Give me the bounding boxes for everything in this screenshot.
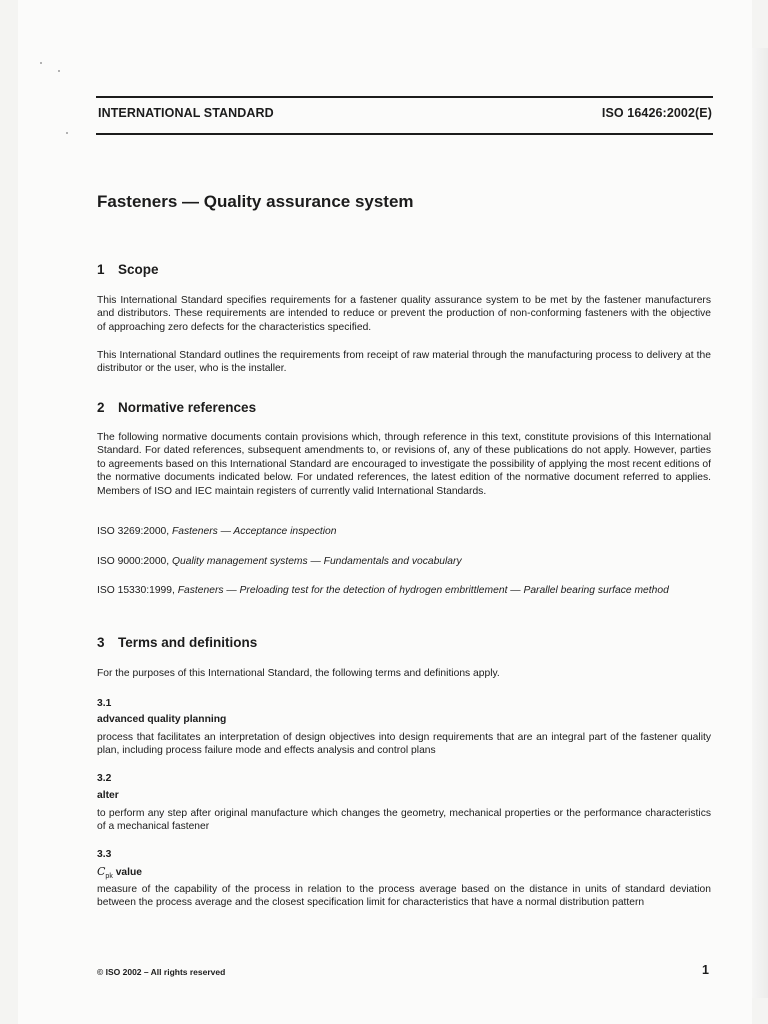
document-title: Fasteners — Quality assurance system <box>97 192 414 211</box>
scope-paragraph: This International Standard specifies requirements for a fastener quality assurance system to be met by the fastener manufacturers and distributors. These requirements are intended to reduce or prevent the production of non-conforming fasteners with the objective of approaching zero defects for the characteristics specified. <box>97 295 711 333</box>
section-title: Normative references <box>118 400 257 415</box>
reference-title: Fasteners — Preloading test for the detection of hydrogen embrittlement — Parallel bearing surface method <box>177 585 669 596</box>
section-number: 1 <box>97 262 105 277</box>
header-document-type: INTERNATIONAL STANDARD <box>98 106 274 120</box>
page-number: 1 <box>702 963 709 977</box>
term-number: 3.1 <box>97 698 112 709</box>
copyright-notice: © ISO 2002 – All rights reserved <box>97 967 226 977</box>
section-title: Scope <box>118 262 159 277</box>
term-symbol-subscript: pk <box>105 873 113 881</box>
scan-speck <box>66 132 68 134</box>
page-edge-shadow <box>752 48 768 998</box>
reference-item <box>97 584 711 597</box>
term-symbol: C <box>97 865 106 878</box>
section-number: 3 <box>97 635 105 650</box>
scan-speck <box>58 70 60 72</box>
header-standard-number: ISO 16426:2002(E) <box>601 106 712 120</box>
term-name: alter <box>97 790 119 801</box>
term-name-rest: value <box>115 867 143 878</box>
reference-title: Quality management systems — Fundamentals and vocabulary <box>172 556 462 567</box>
reference-code: ISO 9000:2000, <box>97 556 170 567</box>
section-heading-terms-and-definitions <box>97 635 257 650</box>
reference-code: ISO 15330:1999, <box>97 585 175 596</box>
term-definition: to perform any step after original manufacture which changes the geometry, mechanical properties or the performance characteristics of a mechanical fastener <box>97 808 711 833</box>
term-definition: process that facilitates an interpretation of design objectives into design requirements that are an integral part of the fastener quality plan, including process failure mode and effects analysis and control plans <box>97 732 711 757</box>
terms-intro-paragraph: For the purposes of this International Standard, the following terms and definitions apply. <box>97 668 500 679</box>
reference-code: ISO 3269:2000, <box>97 526 170 537</box>
term-name: advanced quality planning <box>97 714 227 725</box>
term-number: 3.3 <box>97 849 112 860</box>
section-heading-normative-references <box>97 400 256 415</box>
document-header <box>96 96 713 135</box>
reference-item <box>97 555 711 568</box>
reference-title: Fasteners — Acceptance inspection <box>172 526 337 537</box>
normative-references-paragraph: The following normative documents contain provisions which, through reference in this text, constitute provisions of this International Standard. For dated references, subsequent amendments to, or revisions of, any of these publications do not apply. However, parties to agreements based on this International Standard are encouraged to investigate the possibility of applying the most recent editions of the normative documents indicated below. For undated references, the latest edition of the normative document referred to applies. Members of ISO and IEC maintain registers of currently valid International Standards. <box>97 432 711 497</box>
term-number: 3.2 <box>97 773 112 784</box>
term-definition: measure of the capability of the process in relation to the process average based on the distance in units of standard deviation between the process average and the closest specification limit for characteristics that have a normal distribution pattern <box>97 884 711 909</box>
section-number: 2 <box>97 400 105 415</box>
section-title: Terms and definitions <box>118 635 258 650</box>
scope-paragraph: This International Standard outlines the requirements from receipt of raw material through the manufacturing process to delivery at the distributor or the user, who is the installer. <box>97 350 711 375</box>
section-heading-scope <box>97 262 159 277</box>
scan-speck <box>40 62 42 64</box>
term-name <box>97 865 142 880</box>
reference-item <box>97 525 711 538</box>
